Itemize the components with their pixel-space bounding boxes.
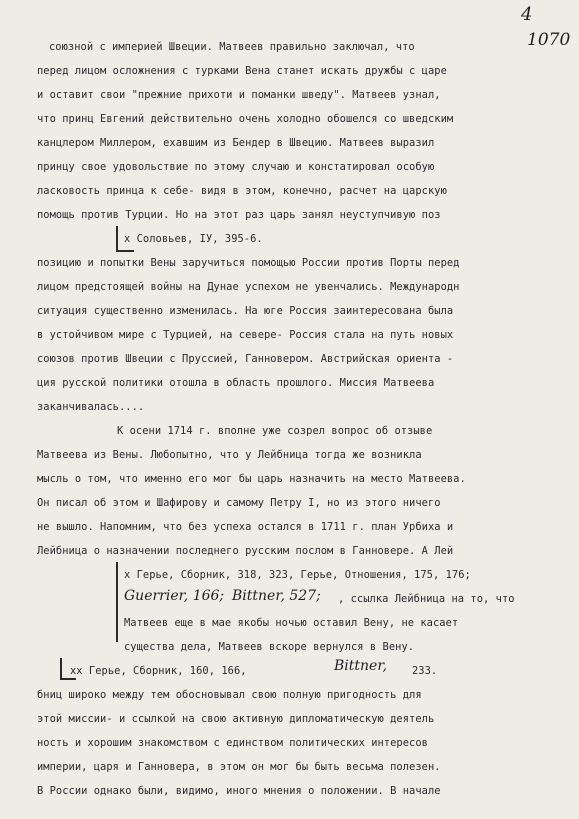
footnote-line: хх Герье, Сборник, 160, 166, <box>70 665 247 677</box>
text-line: В России однако были, видимо, иного мнения о положении. В начале <box>37 785 441 797</box>
archive-number: 1070 <box>527 30 571 50</box>
footnote-bracket <box>60 658 62 680</box>
footnote-line: х Герье, Сборник, 318, 323, Герье, Отношения, 175, 176; <box>124 569 471 581</box>
handwritten-citation: Bittner, <box>334 658 387 674</box>
text-line: позицию и попытки Вены заручиться помощью России против Порты перед <box>37 257 460 269</box>
text-line: заканчивалась.... <box>37 401 145 413</box>
text-line: мысль о том, что именно его мог бы царь назначить на место Матвеева. <box>37 473 466 485</box>
text-line: помощь против Турции. Но на этот раз царь занял неуступчивую поз <box>37 209 441 221</box>
footnote-line: 233. <box>412 665 438 677</box>
text-line: ситуация существенно изменилась. На юге Россия заинтересована была <box>37 305 454 317</box>
text-line: ласковость принца к себе- видя в этом, конечно, расчет на царскую <box>37 185 447 197</box>
text-line: в устойчивом мире с Турцией, на севере- Россия стала на путь новых <box>37 329 454 341</box>
text-line: принцу свое удовольствие по этому случаю и констатировал особую <box>37 161 435 173</box>
text-line: что принц Евгений действительно очень холодно обошелся со шведским <box>37 113 454 125</box>
footnote-bracket <box>116 562 118 642</box>
text-line: Лейбница о назначении последнего русским послом в Ганновере. А Лей <box>37 545 454 557</box>
handwritten-citation: Guerrier, 166; <box>124 588 225 604</box>
text-line: лицом предстоящей войны на Дунае успехом не увенчались. Международн <box>37 281 460 293</box>
text-line: канцлером Миллером, ехавшим из Бендер в Швецию. Матвеев выразил <box>37 137 435 149</box>
text-line: ность и хорошим знакомством с единством политических интересов <box>37 737 428 749</box>
handwritten-citation: Bittner, 527; <box>232 588 321 604</box>
footnote-bracket <box>116 250 134 252</box>
text-line: империи, царя и Ганновера, в этом он мог бы быть весьма полезен. <box>37 761 441 773</box>
text-line: К осени 1714 г. вполне уже созрел вопрос об отзыве <box>117 425 433 437</box>
footnote-line: Матвеев еще в мае якобы ночью оставил Вену, не касает <box>124 617 459 629</box>
footnote-line: х Соловьев, IУ, 395-6. <box>124 233 263 245</box>
text-line: ция русской политики отошла в область прошлого. Миссия Матвеева <box>37 377 435 389</box>
text-line: Матвеева из Вены. Любопытно, что у Лейбница тогда же возникла <box>37 449 422 461</box>
footnote-bracket <box>116 226 118 252</box>
footnote-bracket <box>60 678 76 680</box>
text-line: бниц широко между тем обосновывал свою полную пригодность для <box>37 689 422 701</box>
text-line: не вышло. Напомним, что без успеха остался в 1711 г. план Урбиха и <box>37 521 454 533</box>
footnote-line: существа дела, Матвеев вскоре вернулся в Вену. <box>124 641 415 653</box>
text-line: перед лицом осложнения с турками Вена станет искать дружбы с царе <box>37 65 447 77</box>
folio-number: 4 <box>521 4 533 25</box>
text-line: союзов против Швеции с Пруссией, Ганновером. Австрийская ориента - <box>37 353 454 365</box>
footnote-line: , ссылка Лейбница на то, что <box>338 593 515 605</box>
text-line: этой миссии- и ссылкой на свою активную дипломатическую деятель <box>37 713 435 725</box>
text-line: Он писал об этом и Шафирову и самому Петру I, но из этого ничего <box>37 497 441 509</box>
text-line: и оставит свои "прежние прихоти и поманки шведу". Матвеев узнал, <box>37 89 441 101</box>
text-line: союзной с империей Швеции. Матвеев правильно заключал, что <box>49 41 415 53</box>
